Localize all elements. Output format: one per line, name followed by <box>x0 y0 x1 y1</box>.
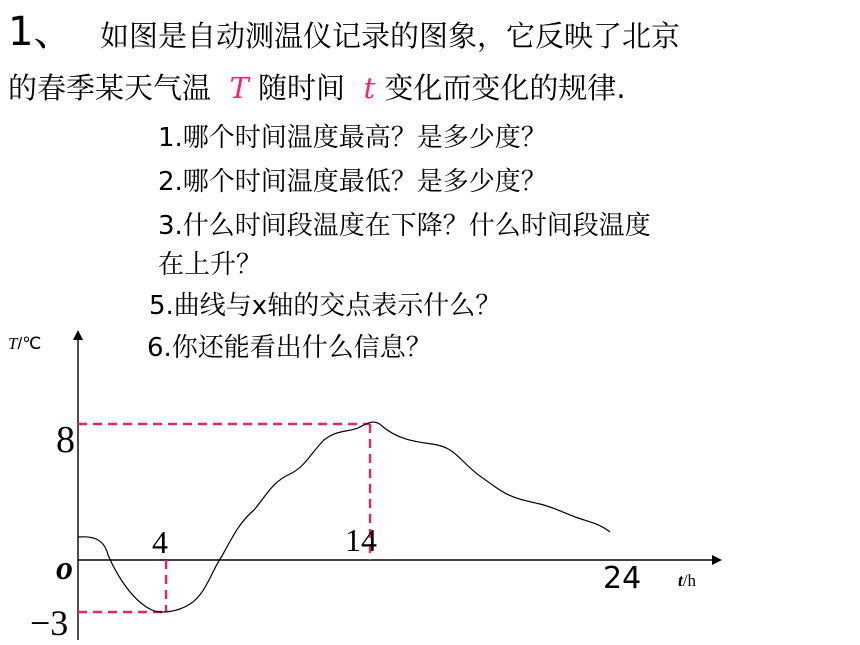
problem-line-2-end: 变化而变化的规律. <box>384 71 626 105</box>
question-5: 5.曲线与x轴的交点表示什么？ <box>149 291 502 321</box>
problem-line-2-mid: 随时间 <box>258 71 346 105</box>
origin-label: o <box>56 550 73 587</box>
question-2: 2.哪个时间温度最低？是多少度？ <box>158 167 547 197</box>
question-3: 3.什么时间段温度在下降？什么时间段温度 <box>158 211 651 241</box>
temperature-curve <box>78 422 610 612</box>
y-tick-max: 8 <box>56 419 75 461</box>
question-1: 1.哪个时间温度最高？是多少度？ <box>158 123 547 153</box>
question-6: 6.你还能看出什么信息？ <box>147 333 432 363</box>
variable-T: T <box>229 71 249 105</box>
question-3-continued: 在上升？ <box>158 250 263 280</box>
variable-t: t <box>363 71 376 105</box>
y-axis-label: T/℃ <box>8 334 42 353</box>
problem-number: 1、 <box>8 9 74 55</box>
x-axis-label: t/h <box>678 571 696 590</box>
x-tick-min-time: 4 <box>152 524 168 560</box>
problem-line-2-start: 的春季某天气温 <box>8 71 212 105</box>
x-tick-end: 24 <box>603 561 642 596</box>
problem-line-1: 如图是自动测温仪记录的图象，它反映了北京 <box>100 19 681 53</box>
x-tick-max-time: 14 <box>345 522 377 558</box>
y-tick-min: −3 <box>30 603 69 643</box>
